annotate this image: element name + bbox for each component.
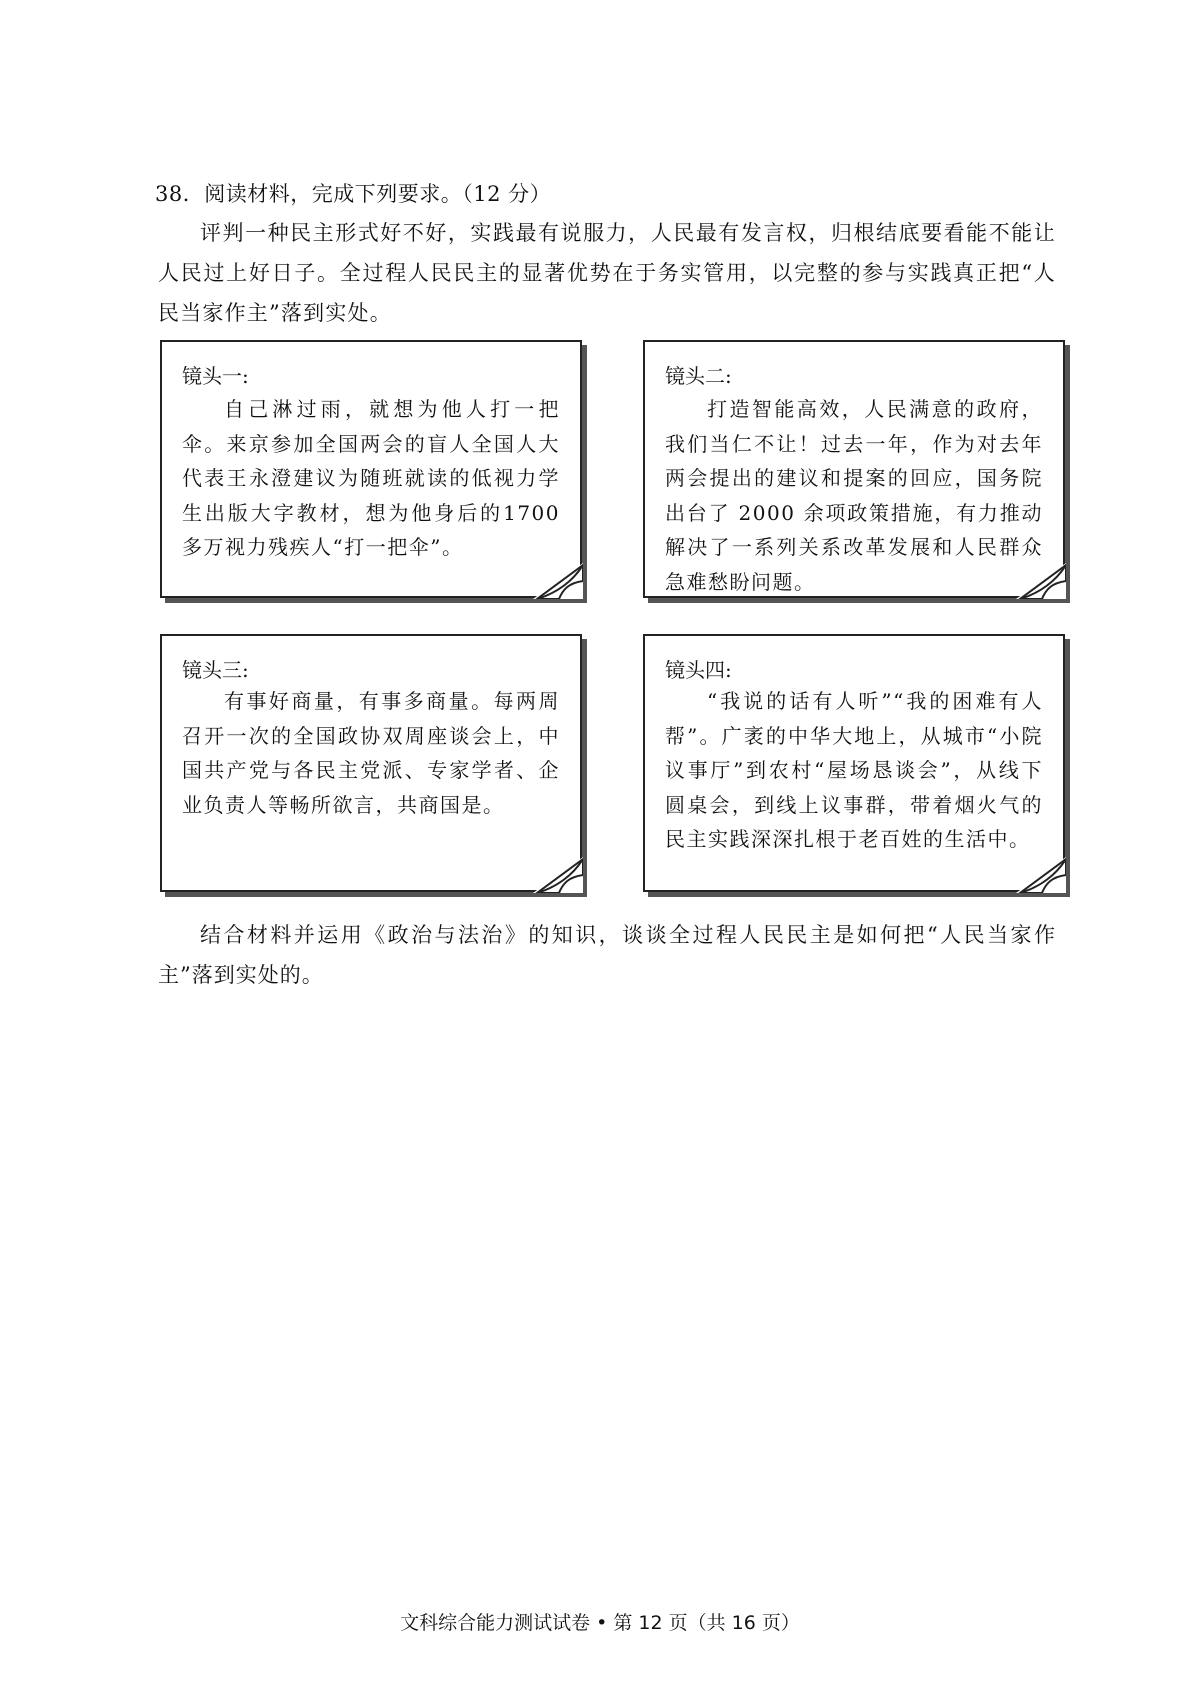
question-intro: 评判一种民主形式好不好，实践最有说服力，人民最有发言权，归根结底要看能不能让人民过上好日子。全过程人民民主的显著优势在于务实管用，以完整的参与实践真正把“人民当家作主”落到实处。 — [158, 221, 1056, 325]
scene-card-3-label: 镜头三: — [182, 658, 249, 682]
question-title: 38．阅读材料，完成下列要求。（12 分） — [155, 182, 552, 206]
page-curl-icon — [533, 857, 583, 893]
page-curl-icon — [1016, 563, 1066, 599]
scene-card-3 — [160, 634, 582, 892]
scene-card-3-text: 有事好商量，有事多商量。每两周召开一次的全国政协双周座谈会上，中国共产党与各民主党派、专家学者、企业负责人等畅所欲言，共商国是。 — [182, 689, 560, 817]
scene-card-4-label: 镜头四: — [665, 658, 732, 682]
page-curl-icon — [533, 563, 583, 599]
scene-card-2-text: 打造智能高效，人民满意的政府，我们当仁不让！过去一年，作为对去年两会提出的建议和提案的回应，国务院出台了 2000 余项政策措施，有力推动解决了一系列关系改革发展和人民群众急难愁盼问题。 — [665, 397, 1043, 594]
scene-card-4-text: “我说的话有人听”“我的困难有人帮”。广袤的中华大地上，从城市“小院议事厅”到农村“屋场恳谈会”，从线下圆桌会，到线上议事群，带着烟火气的民主实践深深扎根于老百姓的生活中。 — [665, 689, 1043, 851]
scene-card-2 — [643, 340, 1065, 598]
scene-card-4 — [643, 634, 1065, 892]
question-task: 结合材料并运用《政治与法治》的知识，谈谈全过程人民民主是如何把“人民当家作主”落到实处的。 — [158, 923, 1056, 987]
scene-card-1-label: 镜头一: — [182, 364, 249, 388]
scene-card-1-text: 自己淋过雨，就想为他人打一把伞。来京参加全国两会的盲人全国人大代表王永澄建议为随班就读的低视力学生出版大字教材，想为他身后的1700多万视力残疾人“打一把伞”。 — [182, 397, 560, 559]
page-curl-icon — [1016, 857, 1066, 893]
scene-card-2-label: 镜头二: — [665, 364, 732, 388]
page-footer: 文科综合能力测试试卷 • 第 12 页（共 16 页） — [400, 1612, 800, 1634]
scene-card-1 — [160, 340, 582, 598]
